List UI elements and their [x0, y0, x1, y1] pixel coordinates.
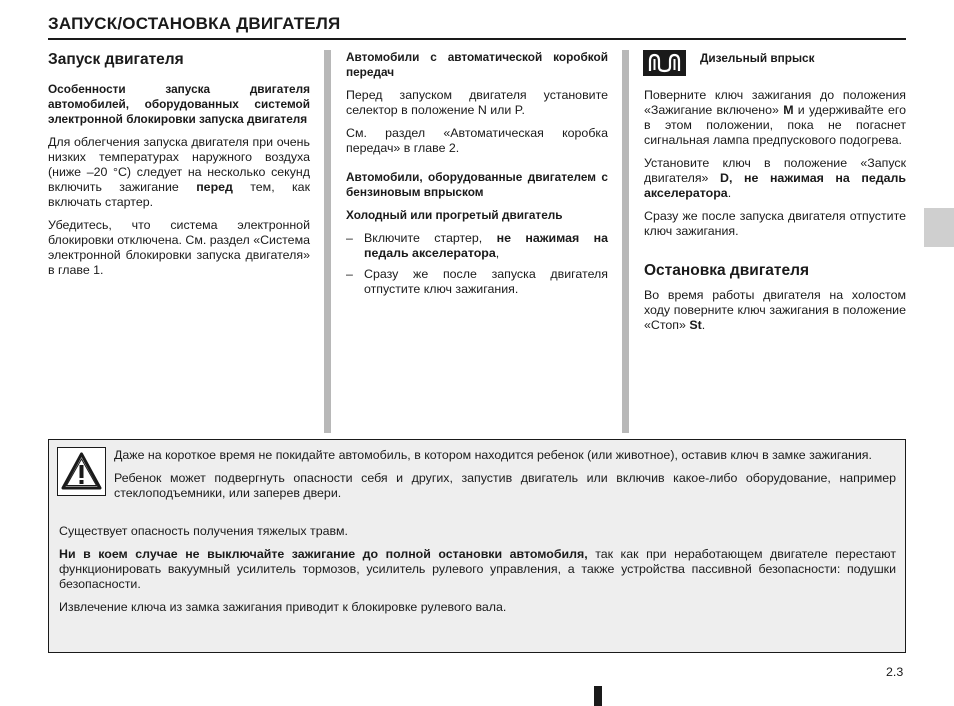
- subhead-immobilizer: Особенности запуска двигателя автомобилей, оборудованных системой электронной блокировки запуска двигателя: [48, 82, 310, 126]
- paragraph-stop: Во время работы двигателя на холостом ходу поверните ключ зажигания в положение «Стоп» St.: [644, 288, 906, 332]
- column-diesel: [644, 88, 906, 341]
- bottom-mark: [594, 686, 602, 706]
- warning-injury: Существует опасность получения тяжелых травм.: [59, 524, 348, 538]
- warning-danger: Ребенок может подвергнуть опасности себя и других, запустив двигатель или включив какое-либо оборудование, например стеклоподъемники, или заперев двери.: [114, 471, 896, 500]
- paragraph-immobilizer-off: Убедитесь, что система электронной блокировки отключена. См. раздел «Система электронной блокировки запуска двигателя» в главе 1.: [48, 218, 310, 277]
- subhead-petrol: Автомобили, оборудованные двигателем с бензиновым впрыском: [346, 170, 608, 199]
- warning-triangle-icon: [58, 448, 105, 495]
- subhead-automatic: Автомобили с автоматической коробкой передач: [346, 50, 608, 79]
- column-automatic: [346, 50, 608, 303]
- warning-child: Даже на короткое время не покидайте автомобиль, в котором находится ребенок (или животное), оставив ключ в замке зажигания.: [114, 448, 872, 462]
- column-engine-start: [48, 50, 310, 286]
- paragraph-selector: Перед запуском двигателя установите селектор в положение N или P.: [346, 88, 608, 117]
- column-divider: [622, 50, 629, 433]
- diesel-label: Дизельный впрыск: [700, 51, 815, 65]
- paragraph-see-section: См. раздел «Автоматическая коробка передач» в главе 2.: [346, 126, 608, 155]
- subhead-cold-warm: Холодный или прогретый двигатель: [346, 208, 563, 222]
- title-rule: [48, 38, 906, 40]
- list-item: – Сразу же после запуска двигателя отпустите ключ зажигания.: [346, 267, 608, 296]
- paragraph-release-key: Сразу же после запуска двигателя отпустите ключ зажигания.: [644, 209, 906, 238]
- heading-engine-start: Запуск двигателя: [48, 51, 184, 68]
- list-item: – Включите стартер, не нажимая на педаль акселератора,: [346, 231, 608, 260]
- warning-box: [48, 439, 906, 653]
- warning-icon-frame: [57, 447, 106, 496]
- warning-steering-lock: Извлечение ключа из замка зажигания приводит к блокировке рулевого вала.: [59, 600, 507, 614]
- page-number: 2.3: [886, 665, 904, 679]
- glow-plug-icon: [643, 50, 686, 76]
- heading-engine-stop: Остановка двигателя: [644, 262, 810, 279]
- column-divider: [324, 50, 331, 433]
- paragraph-ignition-on: Поверните ключ зажигания до положения «Зажигание включено» M и удерживайте его в этом положении, пока не погаснет сигнальная лампа предпускового подогрева.: [644, 88, 907, 147]
- section-tab: [924, 208, 954, 247]
- warning-ignition: Ни в коем случае не выключайте зажигание до полной остановки автомобиля, так как при неработающем двигателе перестают функционировать вакуумный усилитель тормозов, усилитель рулевого управления, а также устройства пассивной безопасности: подушки безопасности.: [59, 547, 896, 591]
- page-title: ЗАПУСК/ОСТАНОВКА ДВИГАТЕЛЯ: [48, 14, 341, 33]
- paragraph-cold-start: Для облегчения запуска двигателя при очень низких температурах наружного воздуха (ниже –20 °C) следует на несколько секунд включить зажигание перед тем, как включать стартер.: [48, 135, 310, 209]
- paragraph-start-position: Установите ключ в положение «Запуск двигателя» D, не нажимая на педаль акселератора.: [644, 156, 906, 200]
